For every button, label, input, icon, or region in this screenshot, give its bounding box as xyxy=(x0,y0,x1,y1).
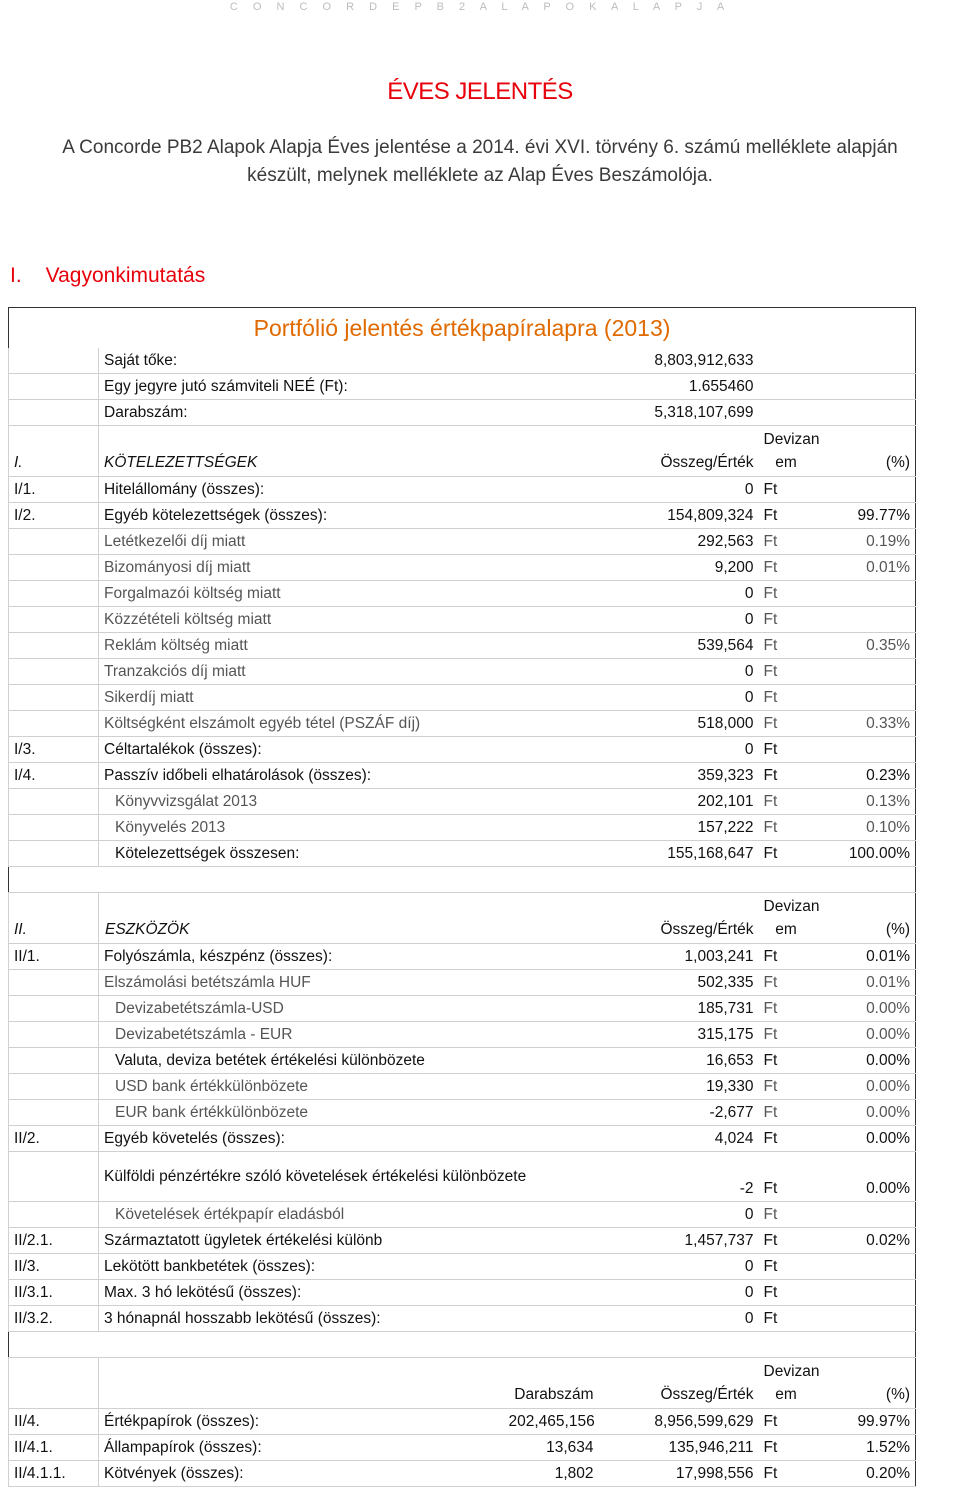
row-code xyxy=(9,1048,99,1074)
row-label: Lekötött bankbetétek (összes): xyxy=(99,1254,599,1280)
row-label: Követelések értékpapír eladásból xyxy=(99,1202,599,1228)
row-label: Céltartalékok (összes): xyxy=(99,737,599,763)
row-currency: Ft xyxy=(759,1409,814,1435)
row-percent: 99.77% xyxy=(814,503,916,529)
assets-title: ESZKÖZÖK xyxy=(99,893,599,944)
row-code xyxy=(9,1022,99,1048)
securities-row xyxy=(9,1435,916,1461)
summary-row xyxy=(9,348,916,374)
liabilities-row xyxy=(9,737,916,763)
row-percent: 0.19% xyxy=(814,529,916,555)
row-code xyxy=(9,659,99,685)
row-amount: 0 xyxy=(599,1202,759,1228)
liabilities-row xyxy=(9,685,916,711)
row-currency: Ft xyxy=(759,555,814,581)
liabilities-row xyxy=(9,841,916,867)
assets-row xyxy=(9,944,916,970)
summary-row xyxy=(9,400,916,426)
row-percent: 0.33% xyxy=(814,711,916,737)
row-code xyxy=(9,1202,99,1228)
row-code xyxy=(9,841,99,867)
row-currency: Ft xyxy=(759,970,814,996)
row-currency: Ft xyxy=(759,529,814,555)
currency-header-line-2: em xyxy=(775,1386,797,1403)
securities-pct-header: (%) xyxy=(814,1358,916,1409)
blank-row xyxy=(9,867,916,893)
row-label: EUR bank értékkülönbözete xyxy=(99,1100,599,1126)
row-label: Külföldi pénzértékre szóló követelések értékelési különbözete xyxy=(99,1152,599,1202)
row-percent: 0.20% xyxy=(814,1461,916,1487)
row-amount: 0 xyxy=(599,581,759,607)
row-code: II/2.1. xyxy=(9,1228,99,1254)
row-amount: 0 xyxy=(599,659,759,685)
row-percent: 0.00% xyxy=(814,1126,916,1152)
row-code: II/3.1. xyxy=(9,1280,99,1306)
row-percent: 0.00% xyxy=(814,1074,916,1100)
row-currency: Ft xyxy=(759,659,814,685)
row-amount: 0 xyxy=(599,737,759,763)
row-code: I/2. xyxy=(9,503,99,529)
row-label: Devizabetétszámla - EUR xyxy=(99,1022,599,1048)
securities-amount-header: Összeg/Érték xyxy=(599,1358,759,1409)
row-code xyxy=(9,1100,99,1126)
row-code: II/4.1. xyxy=(9,1435,99,1461)
securities-currency-header xyxy=(759,1358,820,1409)
assets-row xyxy=(9,1254,916,1280)
liabilities-row xyxy=(9,555,916,581)
row-percent: 100.00% xyxy=(814,841,916,867)
row-amount: 4,024 xyxy=(599,1126,759,1152)
summary-row xyxy=(9,374,916,400)
row-label: Folyószámla, készpénz (összes): xyxy=(99,944,599,970)
row-label: Egyéb kötelezettségek (összes): xyxy=(99,503,599,529)
row-label: USD bank értékkülönbözete xyxy=(99,1074,599,1100)
row-currency: Ft xyxy=(759,711,814,737)
row-currency: Ft xyxy=(759,789,814,815)
liabilities-currency-header xyxy=(759,426,820,477)
row-currency: Ft xyxy=(759,1048,814,1074)
row-code xyxy=(9,711,99,737)
summary-label: Darabszám: xyxy=(99,400,599,426)
row-label: Reklám költség miatt xyxy=(99,633,599,659)
currency-header-line-1: Devizan xyxy=(763,898,820,915)
row-currency: Ft xyxy=(759,1435,814,1461)
summary-value: 1.655460 xyxy=(599,374,759,400)
row-currency: Ft xyxy=(759,815,814,841)
row-currency: Ft xyxy=(759,477,814,503)
row-currency: Ft xyxy=(759,737,814,763)
securities-header-row xyxy=(9,1358,916,1409)
assets-currency-header xyxy=(759,893,820,944)
row-amount: 539,564 xyxy=(599,633,759,659)
blank-cell xyxy=(9,1332,916,1358)
liabilities-amount-header: Összeg/Érték xyxy=(599,426,759,477)
row-label: Közzétételi költség miatt xyxy=(99,607,599,633)
row-code xyxy=(9,789,99,815)
assets-row xyxy=(9,1126,916,1152)
assets-pct-header: (%) xyxy=(814,893,916,944)
section-heading xyxy=(10,264,205,288)
securities-code xyxy=(9,1358,99,1409)
row-code: II/2. xyxy=(9,1126,99,1152)
row-currency: Ft xyxy=(759,841,814,867)
row-percent xyxy=(814,659,916,685)
row-amount: 8,956,599,629 xyxy=(599,1409,759,1435)
row-amount: 1,457,737 xyxy=(599,1228,759,1254)
summary-value: 8,803,912,633 xyxy=(599,348,759,374)
row-amount: 9,200 xyxy=(599,555,759,581)
row-code: I/1. xyxy=(9,477,99,503)
row-currency: Ft xyxy=(759,1022,814,1048)
liabilities-row xyxy=(9,763,916,789)
row-label: Tranzakciós díj miatt xyxy=(99,659,599,685)
row-percent: 0.01% xyxy=(814,970,916,996)
row-amount: 292,563 xyxy=(599,529,759,555)
summary-value: 5,318,107,699 xyxy=(599,400,759,426)
liabilities-row xyxy=(9,581,916,607)
row-code: I/3. xyxy=(9,737,99,763)
row-code: II/4.1.1. xyxy=(9,1461,99,1487)
liabilities-row xyxy=(9,607,916,633)
row-percent xyxy=(814,581,916,607)
row-amount: 155,168,647 xyxy=(599,841,759,867)
securities-row xyxy=(9,1409,916,1435)
row-percent xyxy=(814,607,916,633)
liabilities-pct-header: (%) xyxy=(814,426,916,477)
row-code xyxy=(9,1074,99,1100)
summary-spacer xyxy=(9,348,99,374)
row-code xyxy=(9,555,99,581)
row-percent: 0.02% xyxy=(814,1228,916,1254)
row-label: Egyéb követelés (összes): xyxy=(99,1126,599,1152)
row-label: Kötelezettségek összesen: xyxy=(99,841,599,867)
summary-blank xyxy=(759,374,916,400)
row-label: Kötvények (összes): xyxy=(99,1461,504,1487)
currency-header-line-2: em xyxy=(775,454,797,471)
securities-row xyxy=(9,1461,916,1487)
row-percent: 0.00% xyxy=(814,996,916,1022)
row-percent: 0.23% xyxy=(814,763,916,789)
liabilities-title: KÖTELEZETTSÉGEK xyxy=(99,426,599,477)
row-percent: 0.00% xyxy=(814,1100,916,1126)
row-label: 3 hónapnál hosszabb lekötésű (összes): xyxy=(99,1306,599,1332)
row-currency: Ft xyxy=(759,1202,814,1228)
liabilities-row xyxy=(9,789,916,815)
row-amount: 0 xyxy=(599,607,759,633)
summary-blank xyxy=(759,400,916,426)
row-amount: 0 xyxy=(599,1306,759,1332)
row-currency: Ft xyxy=(759,633,814,659)
row-currency: Ft xyxy=(759,607,814,633)
assets-row xyxy=(9,970,916,996)
section-number: I. xyxy=(10,264,22,287)
row-currency: Ft xyxy=(759,1228,814,1254)
portfolio-table xyxy=(8,307,916,1487)
row-percent: 0.35% xyxy=(814,633,916,659)
row-amount: 157,222 xyxy=(599,815,759,841)
row-currency: Ft xyxy=(759,581,814,607)
row-amount: 315,175 xyxy=(599,1022,759,1048)
assets-row xyxy=(9,1202,916,1228)
liabilities-row xyxy=(9,529,916,555)
section-title: Vagyonkimutatás xyxy=(45,264,206,287)
row-currency: Ft xyxy=(759,685,814,711)
row-code xyxy=(9,815,99,841)
row-percent xyxy=(814,685,916,711)
liabilities-header-row xyxy=(9,426,916,477)
row-amount: 154,809,324 xyxy=(599,503,759,529)
row-percent xyxy=(814,737,916,763)
row-qty: 1,802 xyxy=(504,1461,599,1487)
row-amount: 518,000 xyxy=(599,711,759,737)
brand-header: C O N C O R D E P B 2 A L A P O K A L A P J A xyxy=(229,1,731,13)
liabilities-code: I. xyxy=(9,426,99,477)
liabilities-row xyxy=(9,659,916,685)
page-title: ÉVES JELENTÉS xyxy=(387,78,573,105)
row-percent xyxy=(814,477,916,503)
currency-header-line-2: em xyxy=(775,921,797,938)
assets-row xyxy=(9,1074,916,1100)
row-currency: Ft xyxy=(759,1461,814,1487)
row-label: Letétkezelői díj miatt xyxy=(99,529,599,555)
row-code: II/3. xyxy=(9,1254,99,1280)
blank-row xyxy=(9,1332,916,1358)
row-code xyxy=(9,633,99,659)
row-amount: 185,731 xyxy=(599,996,759,1022)
row-label: Sikerdíj miatt xyxy=(99,685,599,711)
row-amount: 202,101 xyxy=(599,789,759,815)
row-label: Forgalmazói költség miatt xyxy=(99,581,599,607)
row-qty: 13,634 xyxy=(504,1435,599,1461)
row-amount: 0 xyxy=(599,477,759,503)
row-label: Értékpapírok (összes): xyxy=(99,1409,504,1435)
row-percent: 1.52% xyxy=(814,1435,916,1461)
row-percent: 0.10% xyxy=(814,815,916,841)
liabilities-row xyxy=(9,477,916,503)
row-percent: 0.00% xyxy=(814,1152,916,1202)
row-amount: -2 xyxy=(599,1152,759,1202)
assets-amount-header: Összeg/Érték xyxy=(599,893,759,944)
assets-row xyxy=(9,1280,916,1306)
row-currency: Ft xyxy=(759,1100,814,1126)
row-currency: Ft xyxy=(759,1074,814,1100)
row-code xyxy=(9,685,99,711)
subtitle-line-2: készült, melynek melléklete az Alap Éves Beszámolója. xyxy=(247,165,713,186)
row-code xyxy=(9,1152,99,1202)
row-code: I/4. xyxy=(9,763,99,789)
row-code xyxy=(9,529,99,555)
row-currency: Ft xyxy=(759,944,814,970)
row-currency: Ft xyxy=(759,1152,814,1202)
assets-row xyxy=(9,1228,916,1254)
row-percent: 0.13% xyxy=(814,789,916,815)
assets-header-row xyxy=(9,893,916,944)
row-percent xyxy=(814,1306,916,1332)
row-currency: Ft xyxy=(759,1254,814,1280)
row-currency: Ft xyxy=(759,503,814,529)
securities-qty-header: Darabszám xyxy=(504,1358,599,1409)
row-code: II/4. xyxy=(9,1409,99,1435)
row-code: II/1. xyxy=(9,944,99,970)
row-currency: Ft xyxy=(759,1306,814,1332)
assets-row xyxy=(9,1022,916,1048)
page-subtitle xyxy=(0,134,960,190)
row-currency: Ft xyxy=(759,763,814,789)
liabilities-row xyxy=(9,711,916,737)
blank-cell xyxy=(9,867,916,893)
liabilities-row xyxy=(9,633,916,659)
assets-row xyxy=(9,1152,916,1202)
row-amount: 19,330 xyxy=(599,1074,759,1100)
row-label: Valuta, deviza betétek értékelési különbözete xyxy=(99,1048,599,1074)
row-label: Költségként elszámolt egyéb tétel (PSZÁF díj) xyxy=(99,711,599,737)
row-label: Bizományosi díj miatt xyxy=(99,555,599,581)
row-label: Állampapírok (összes): xyxy=(99,1435,504,1461)
row-amount: 17,998,556 xyxy=(599,1461,759,1487)
row-qty: 202,465,156 xyxy=(504,1409,599,1435)
row-code xyxy=(9,970,99,996)
assets-row xyxy=(9,1048,916,1074)
row-amount: 0 xyxy=(599,1280,759,1306)
portfolio-title: Portfólió jelentés értékpapíralapra (2013) xyxy=(9,308,916,349)
subtitle-line-1: A Concorde PB2 Alapok Alapja Éves jelentése a 2014. évi XVI. törvény 6. számú melléklete alapján xyxy=(62,137,898,158)
securities-title-blank xyxy=(99,1358,504,1409)
row-label: Passzív időbeli elhatárolások (összes): xyxy=(99,763,599,789)
row-percent xyxy=(814,1202,916,1228)
currency-header-line-1: Devizan xyxy=(763,431,820,448)
row-label: Hitelállomány (összes): xyxy=(99,477,599,503)
summary-label: Egy jegyre jutó számviteli NEÉ (Ft): xyxy=(99,374,599,400)
row-amount: 0 xyxy=(599,1254,759,1280)
row-percent: 0.01% xyxy=(814,944,916,970)
summary-label: Saját tőke: xyxy=(99,348,599,374)
summary-spacer xyxy=(9,400,99,426)
row-currency: Ft xyxy=(759,1280,814,1306)
row-currency: Ft xyxy=(759,1126,814,1152)
row-code xyxy=(9,996,99,1022)
summary-spacer xyxy=(9,374,99,400)
row-currency: Ft xyxy=(759,996,814,1022)
row-label: Elszámolási betétszámla HUF xyxy=(99,970,599,996)
row-amount: 1,003,241 xyxy=(599,944,759,970)
row-label: Max. 3 hó lekötésű (összes): xyxy=(99,1280,599,1306)
row-label: Devizabetétszámla-USD xyxy=(99,996,599,1022)
row-amount: 359,323 xyxy=(599,763,759,789)
liabilities-row xyxy=(9,815,916,841)
assets-row xyxy=(9,996,916,1022)
assets-code: II. xyxy=(9,893,99,944)
portfolio-title-row xyxy=(9,308,916,349)
row-amount: -2,677 xyxy=(599,1100,759,1126)
row-percent xyxy=(814,1280,916,1306)
summary-blank xyxy=(759,348,916,374)
row-label: Könyvvizsgálat 2013 xyxy=(99,789,599,815)
row-amount: 16,653 xyxy=(599,1048,759,1074)
assets-row xyxy=(9,1100,916,1126)
row-percent xyxy=(814,1254,916,1280)
row-label: Származtatott ügyletek értékelési különb xyxy=(99,1228,599,1254)
currency-header-line-1: Devizan xyxy=(763,1363,820,1380)
row-percent: 0.00% xyxy=(814,1048,916,1074)
assets-row xyxy=(9,1306,916,1332)
row-code: II/3.2. xyxy=(9,1306,99,1332)
row-percent: 0.00% xyxy=(814,1022,916,1048)
row-code xyxy=(9,581,99,607)
row-amount: 502,335 xyxy=(599,970,759,996)
row-percent: 0.01% xyxy=(814,555,916,581)
row-amount: 135,946,211 xyxy=(599,1435,759,1461)
row-label: Könyvelés 2013 xyxy=(99,815,599,841)
row-percent: 99.97% xyxy=(814,1409,916,1435)
row-amount: 0 xyxy=(599,685,759,711)
liabilities-row xyxy=(9,503,916,529)
row-code xyxy=(9,607,99,633)
